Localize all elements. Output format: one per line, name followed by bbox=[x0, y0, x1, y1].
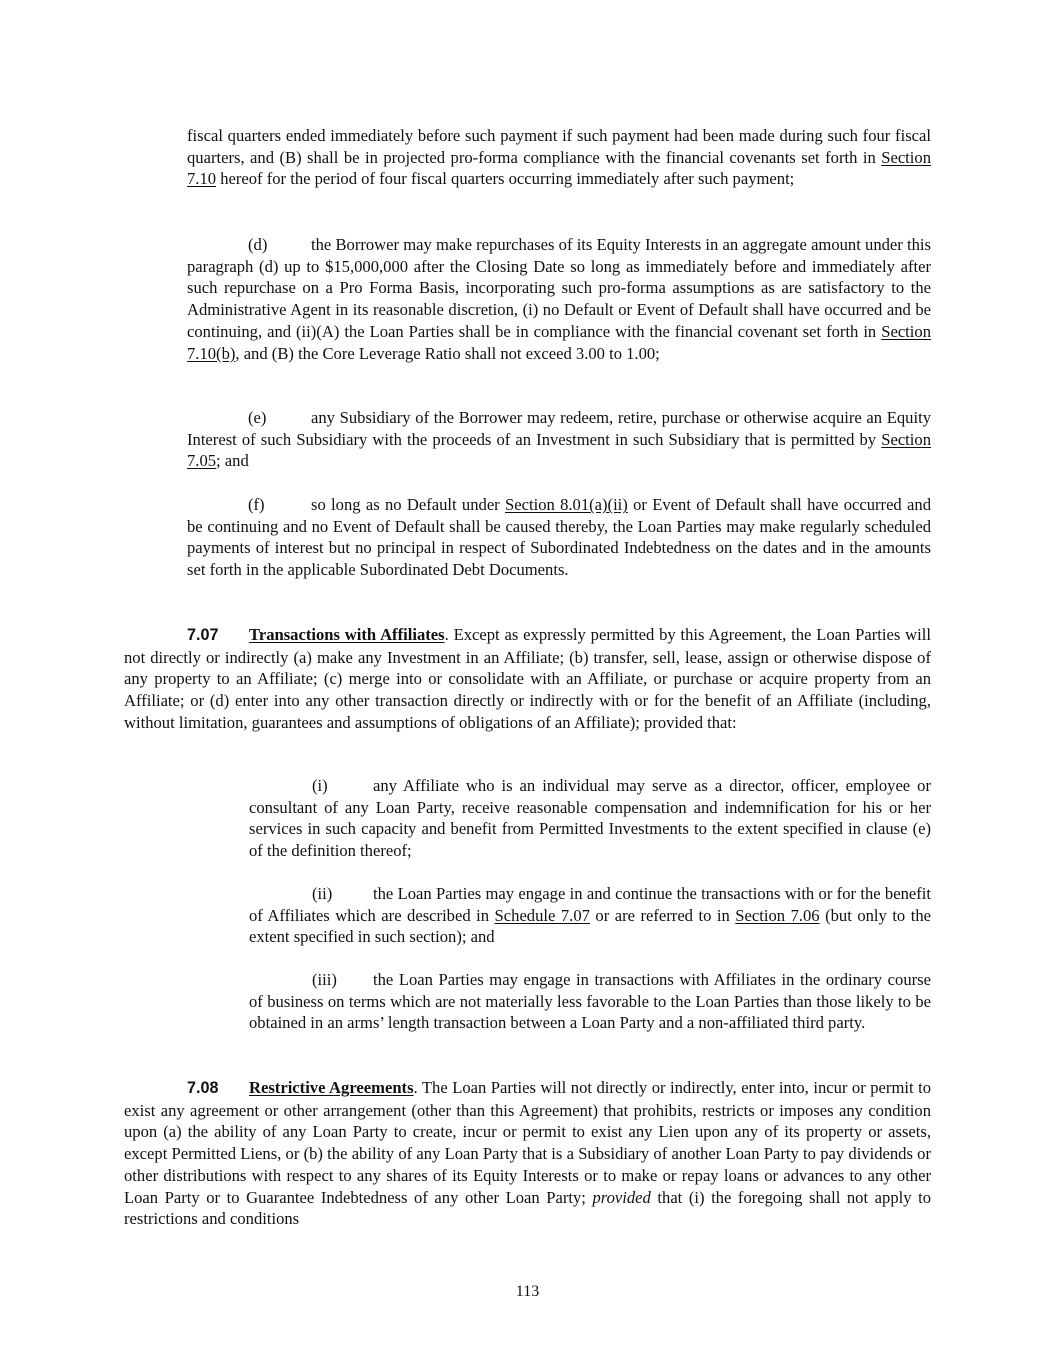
page-number: 113 bbox=[515, 1283, 540, 1300]
clause-label: (e) bbox=[248, 408, 267, 427]
clause-f bbox=[187, 494, 931, 581]
continuation-paragraph bbox=[187, 125, 931, 190]
clause-text: any Subsidiary of the Borrower may redeem, retire, purchase or otherwise acquire an Equity Interest of such Subsidiary with the proceeds of an Investment in such Subsidiary that is permitted by bbox=[187, 408, 931, 449]
section-7-06-reference: Section 7.06 bbox=[735, 905, 820, 925]
provided-emphasis: provided bbox=[592, 1187, 651, 1207]
clause-text: the Borrower may make repurchases of its Equity Interests in an aggregate amount under this paragraph (d) up to $15,000,000 after the Closing Date so long as immediately before and immediately after such repurchase on a Pro Forma Basis, incorporating such pro-forma assumptions as are satisfactory to the Administrative Agent in its reasonable discretion, (i) no Default or Event of Default shall have occurred and be continuing, and (ii)(A) the Loan Parties shall be in compliance with the financial covenant set forth in bbox=[187, 235, 931, 341]
clause-label: (f) bbox=[248, 495, 265, 514]
clause-text: , and (B) the Core Leverage Ratio shall not exceed 3.00 to 1.00; bbox=[235, 343, 660, 363]
section-heading: Restrictive Agreements bbox=[249, 1078, 414, 1097]
subclause-i bbox=[249, 775, 931, 862]
clause-label: (d) bbox=[248, 235, 268, 254]
section-7-10b-reference: Section 7.10(b) bbox=[187, 321, 931, 363]
clause-text: ; and bbox=[216, 451, 249, 471]
clause-text: (but only to the extent specified in such section); and bbox=[249, 905, 932, 947]
section-text: that (i) the foregoing shall not apply to restrictions and conditions bbox=[124, 1187, 931, 1229]
section-text: . The Loan Parties will not directly or indirectly, enter into, incur or permit to exist any agreement or other arrangement (other than this Agreement) that prohibits, restricts or imposes any condition upon (a) the ability of any Loan Party to create, incur or permit to exist any Lien upon any of its property or assets, except Permitted Liens, or (b) the ability of any Loan Party that is a Subsidiary of another Loan Party to pay dividends or other distributions with respect to any shares of its Equity Interests or to make or repay loans or advances to any other Loan Party or to Guarantee Indebtedness of any other Loan Party; bbox=[124, 1078, 931, 1207]
section-number: 7.08 bbox=[187, 1079, 219, 1097]
section-number: 7.07 bbox=[187, 626, 219, 644]
section-heading: Transactions with Affiliates bbox=[249, 625, 445, 644]
paragraph-text: hereof for the period of four fiscal quarters occurring immediately after such payment; bbox=[216, 169, 795, 189]
clause-label: (i) bbox=[312, 776, 328, 795]
clause-text: the Loan Parties may engage in and continue the transactions with or for the benefit of Affiliates which are described in bbox=[249, 884, 931, 925]
clause-text: or Event of Default shall have occurred and be continuing and no Event of Default shall be caused thereby, the Loan Parties may make regularly scheduled payments of interest but no principal in respect of Subordinated Indebtedness on the dates and in the amounts set forth in the applicable Subordinated Debt Documents. bbox=[187, 495, 931, 580]
clause-text: or are referred to in bbox=[589, 905, 736, 925]
section-7-05-reference: Section 7.05 bbox=[187, 429, 931, 471]
clause-d bbox=[187, 234, 931, 364]
paragraph-text: fiscal quarters ended immediately before such payment if such payment had been made during such four fiscal quarters, and (B) shall be in projected pro-forma compliance with the financial covenants set forth in bbox=[187, 126, 931, 167]
section-8-01-reference: Section 8.01(a)(ii) bbox=[505, 495, 628, 514]
subclause-ii bbox=[249, 883, 931, 948]
clause-e bbox=[187, 407, 931, 472]
section-7-08 bbox=[124, 1077, 931, 1230]
section-7-10-reference: Section 7.10 bbox=[187, 147, 931, 189]
clause-text: the Loan Parties may engage in transactions with Affiliates in the ordinary course of business on terms which are not materially less favorable to the Loan Parties than those likely to be obtained in an arms’ length transaction between a Loan Party and a non-affiliated third party. bbox=[249, 970, 931, 1033]
clause-label: (iii) bbox=[312, 970, 337, 989]
clause-text: so long as no Default under bbox=[311, 495, 506, 514]
section-text: . Except as expressly permitted by this Agreement, the Loan Parties will not directly or indirectly (a) make any Investment in an Affiliate; (b) transfer, sell, lease, assign or otherwise dispose of any property to an Affiliate; (c) merge into or consolidate with an Affiliate, or purchase or acquire property from an Affiliate; or (d) enter into any other transaction directly or indirectly with or for the benefit of an Affiliate (including, without limitation, guarantees and assumptions of obligations of an Affiliate); provided that: bbox=[124, 625, 931, 732]
subclause-iii bbox=[249, 969, 931, 1034]
schedule-7-07-reference: Schedule 7.07 bbox=[494, 905, 590, 925]
section-7-07 bbox=[124, 624, 931, 734]
clause-label: (ii) bbox=[312, 884, 333, 903]
clause-text: any Affiliate who is an individual may serve as a director, officer, employee or consultant of any Loan Party, receive reasonable compensation and indemnification for his or her services in such capacity and benefit from Permitted Investments to the extent specified in clause (e) of the definition thereof; bbox=[249, 776, 931, 861]
